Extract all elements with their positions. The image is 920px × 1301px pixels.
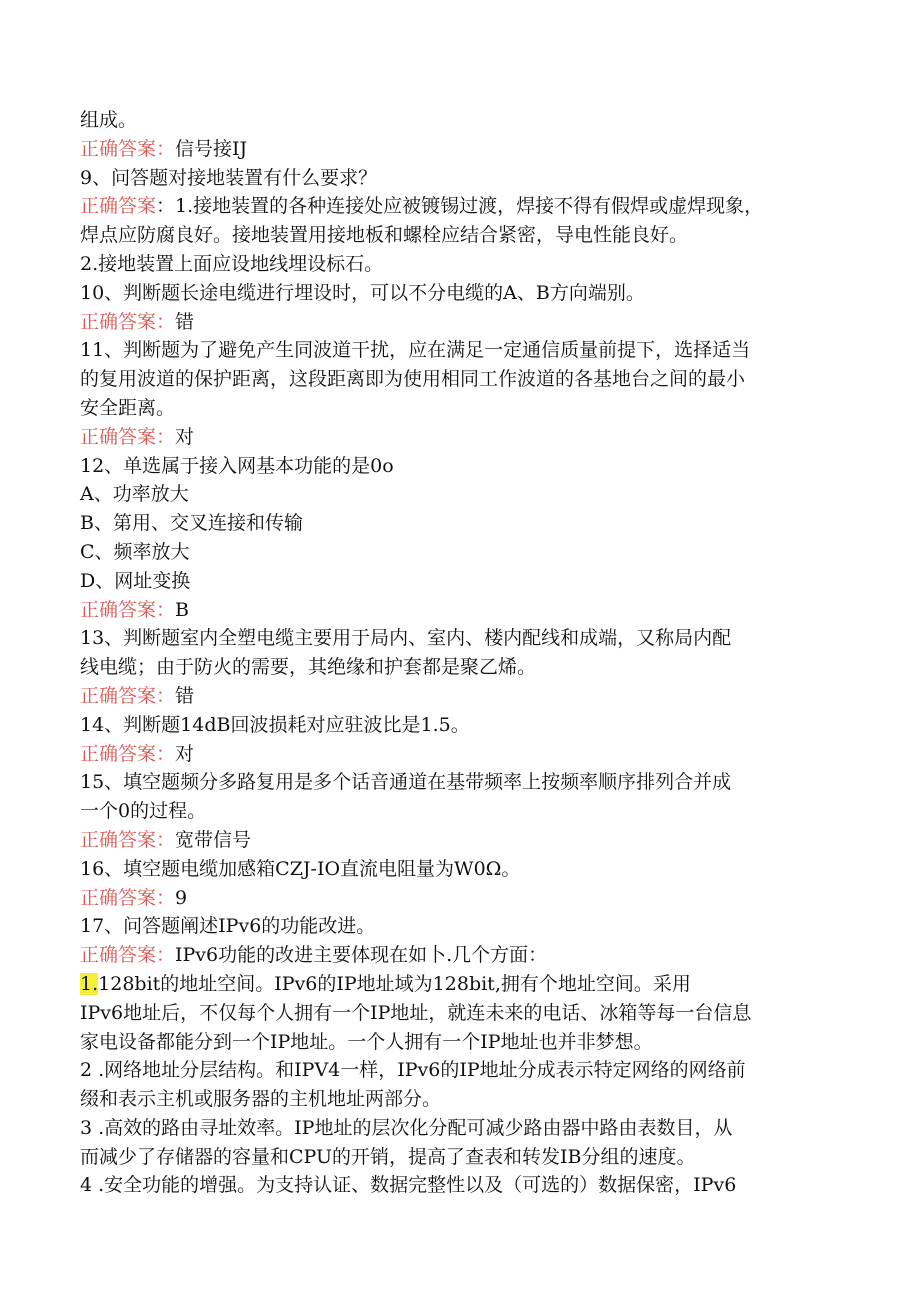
line-text: 家电设备都能分到一个IP地址。一个人拥有一个IP地址也并非梦想。 <box>80 1030 653 1053</box>
line-text: 10、判断题长途电缆进行埋设时，可以不分电缆的A、B方向端别。 <box>80 281 645 304</box>
line-text: 一个0的过程。 <box>80 800 207 823</box>
text-line <box>80 596 850 625</box>
line-text: IPv6功能的改进主要体现在如卜.几个方面： <box>175 944 548 967</box>
line-text: 安全距离。 <box>80 396 176 419</box>
text-line <box>80 970 850 999</box>
line-text: 17、问答题阐述IPv6的功能改进。 <box>80 915 376 938</box>
line-text: 信号接IJ <box>175 137 248 160</box>
line-text: ：1.接地装置的各种连接处应被镀锡过渡，焊接不得有假焊或虚焊现象， <box>156 195 764 218</box>
text-line <box>80 653 850 682</box>
line-text: 宽带信号 <box>175 828 252 851</box>
line-text: C、频率放大 <box>80 540 190 563</box>
text-line <box>80 797 850 826</box>
text-line <box>80 221 850 250</box>
line-text: IPv6地址后，不仅每个人拥有一个IP地址，就连未来的电话、冰箱等每一台信息 <box>80 1001 752 1024</box>
text-line <box>80 768 850 797</box>
text-line <box>80 336 850 365</box>
text-line <box>80 192 850 221</box>
line-text: 对 <box>175 425 195 448</box>
line-text: 3 .高效的路由寻址效率。IP地址的层次化分配可减少路由器中路由表数目，从 <box>80 1116 733 1139</box>
answer-label: 正确答案： <box>80 944 176 967</box>
text-line <box>80 999 850 1028</box>
text-line <box>80 135 850 164</box>
document-body <box>80 106 850 1200</box>
answer-label: 正确答案： <box>80 684 176 707</box>
text-line <box>80 826 850 855</box>
text-line <box>80 164 850 193</box>
line-text: 缀和表示主机或服务器的主机地址两部分。 <box>80 1088 442 1111</box>
line-text: 9、问答题对接地装置有什么要求？ <box>80 166 378 189</box>
line-text: 11、判断题为了避免产生同波道干扰，应在满足一定通信质量前提下，选择适当 <box>80 339 751 362</box>
line-text: 焊点应防腐良好。接地装置用接地板和螺栓应结合紧密，导电性能良好。 <box>80 224 689 247</box>
highlighted-number: 1. <box>80 972 99 995</box>
line-text: 错 <box>175 684 195 707</box>
text-line <box>80 365 850 394</box>
line-text: 2 .网络地址分层结构。和IPV4一样，IPv6的IP地址分成表示特定网络的网络前 <box>80 1059 746 1082</box>
text-line <box>80 682 850 711</box>
text-line <box>80 711 850 740</box>
text-line <box>80 884 850 913</box>
text-line <box>80 1085 850 1114</box>
text-line <box>80 855 850 884</box>
text-line <box>80 1143 850 1172</box>
line-text: 16、填空题电缆加感箱CZJ-IO直流电阻量为W0Ω。 <box>80 857 521 880</box>
answer-label: 正确答案： <box>80 137 176 160</box>
line-text: 14、判断题14dB回波损耗对应驻波比是1.5。 <box>80 713 470 736</box>
answer-label: 正确答案： <box>80 425 176 448</box>
text-line <box>80 1171 850 1200</box>
answer-label: 正确答案： <box>80 310 176 333</box>
line-text: 而减少了存储器的容量和CPU的开销，提高了查表和转发IB分组的速度。 <box>80 1145 696 1168</box>
answer-label: 正确答案： <box>80 598 176 621</box>
text-line <box>80 567 850 596</box>
text-line <box>80 308 850 337</box>
text-line <box>80 106 850 135</box>
line-text: 4 .安全功能的增强。为支持认证、数据完整性以及（可选的）数据保密，IPv6 <box>80 1174 737 1197</box>
text-line <box>80 423 850 452</box>
line-text: 的复用波道的保护距离，这段距离即为使用相同工作波道的各基地台之间的最小 <box>80 368 746 391</box>
text-line <box>80 1028 850 1057</box>
line-text: 15、填空题频分多路复用是多个话音通道在基带频率上按频率顺序排列合并成 <box>80 771 732 794</box>
line-text: 对 <box>175 742 195 765</box>
line-text: 128bit的地址空间。IPv6的IP地址域为128bit,拥有个地址空间。采用 <box>98 972 691 995</box>
text-line <box>80 912 850 941</box>
answer-label: 正确答案 <box>80 195 157 218</box>
answer-label: 正确答案： <box>80 886 176 909</box>
text-line <box>80 480 850 509</box>
line-text: D、网址变换 <box>80 569 191 592</box>
line-text: 线电缆；由于防火的需要，其绝缘和护套都是聚乙烯。 <box>80 656 537 679</box>
line-text: 错 <box>175 310 195 333</box>
line-text: 9 <box>175 886 188 909</box>
line-text: 组成。 <box>80 109 138 131</box>
line-text: A、功率放大 <box>80 483 189 506</box>
text-line <box>80 394 850 423</box>
line-text: B、第用、交叉连接和传输 <box>80 512 303 535</box>
text-line <box>80 1056 850 1085</box>
line-text: 2.接地装置上面应设地线埋设标石。 <box>80 252 384 275</box>
text-line <box>80 538 850 567</box>
line-text: 12、单选属于接入网基本功能的是0o <box>80 454 394 477</box>
text-line <box>80 740 850 769</box>
answer-label: 正确答案： <box>80 828 176 851</box>
text-line <box>80 624 850 653</box>
line-text: B <box>175 598 189 621</box>
text-line <box>80 941 850 970</box>
text-line <box>80 250 850 279</box>
answer-label: 正确答案： <box>80 742 176 765</box>
text-line <box>80 1114 850 1143</box>
line-text: 13、判断题室内全塑电缆主要用于局内、室内、楼内配线和成端，又称局内配 <box>80 627 732 650</box>
text-line <box>80 509 850 538</box>
text-line <box>80 452 850 481</box>
text-line <box>80 279 850 308</box>
